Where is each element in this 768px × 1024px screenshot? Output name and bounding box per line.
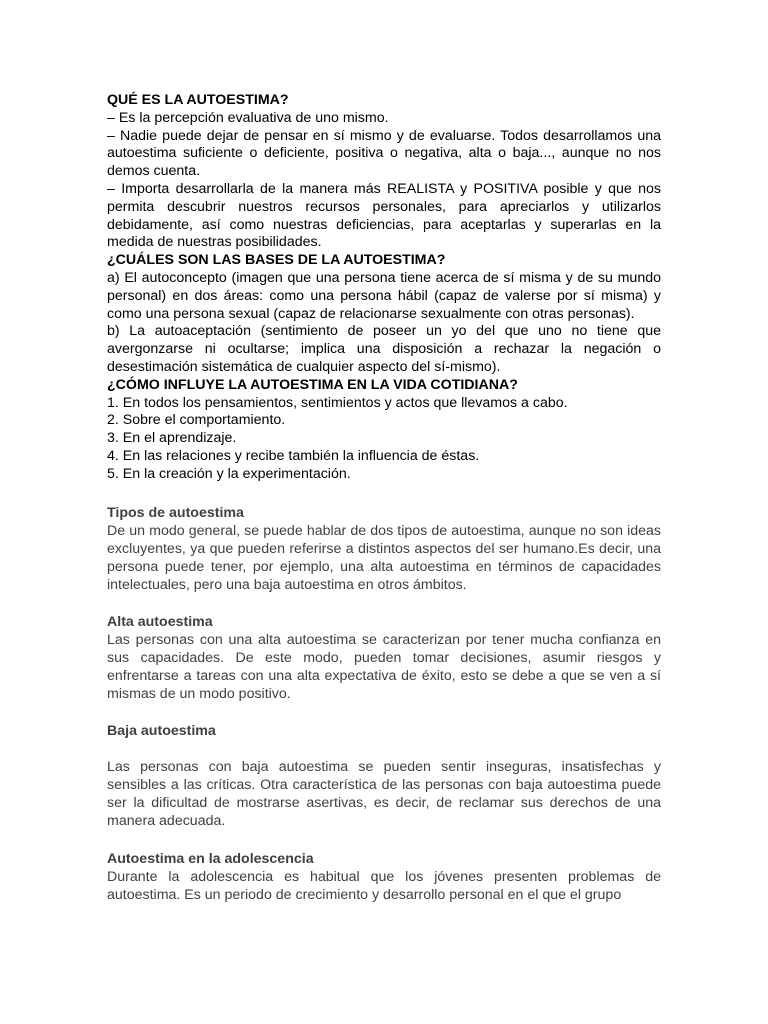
paragraph-adolescencia: Durante la adolescencia es habitual que los jóvenes presenten problemas de autoestima. Es un periodo de crecimiento y desarrollo personal en el que el grupo	[107, 868, 661, 903]
paragraph-autoconcepto: a) El autoconcepto (imagen que una persona tiene acerca de sí misma y de su mundo personal) en dos áreas: como una persona hábil (capaz de valerse por sí misma) y como una persona sexual (capaz de relacionarse sexualmente con otras personas).	[107, 269, 661, 322]
list-item: 5. En la creación y la experimentación.	[107, 465, 351, 482]
spacer	[107, 831, 661, 850]
section-heading-adolescencia: Autoestima en la adolescencia	[107, 850, 314, 867]
section-heading-que-es: QUÉ ES LA AUTOESTIMA?	[107, 92, 289, 108]
paragraph-realista: – Importa desarrollarla de la manera más REALISTA y POSITIVA posible y que nos permita descubrir nuestros recursos personales, para apreciarlos y utilizarlos debidamente, así como nuestras deficiencias, para aceptarlas y superarlas en la medida de nuestras posibilidades.	[107, 180, 661, 251]
list-item: 1. En todos los pensamientos, sentimientos y actos que llevamos a cabo.	[107, 394, 568, 411]
paragraph-tipos: De un modo general, se puede hablar de dos tipos de autoestima, aunque no son ideas excluyentes, ya que pueden referirse a distintos aspectos del ser humano.Es decir, una persona puede tener, por ejemplo, una alta autoestima en términos de capacidades intelectuales, pero una baja autoestima en otros ámbitos.	[107, 522, 661, 594]
paragraph-alta: Las personas con una alta autoestima se caracterizan por tener mucha confianza en sus capacidades. De este modo, pueden tomar decisiones, asumir riesgos y enfrentarse a tareas con una alta expectativa de éxito, esto se debe a que se ven a sí mismas de un modo positivo.	[107, 631, 661, 703]
section-heading-bases: ¿CUÁLES SON LAS BASES DE LA AUTOESTIMA?	[107, 252, 446, 269]
section-heading-alta: Alta autoestima	[107, 613, 213, 630]
section-heading-tipos: Tipos de autoestima	[107, 504, 244, 521]
list-item: 4. En las relaciones y recibe también la influencia de éstas.	[107, 447, 480, 464]
section-heading-baja: Baja autoestima	[107, 722, 216, 739]
section-heading-influye: ¿CÓMO INFLUYE LA AUTOESTIMA EN LA VIDA COTIDIANA?	[107, 376, 518, 393]
paragraph-autoaceptacion: b) La autoaceptación (sentimiento de poseer un yo del que uno no tiene que avergonzarse ni ocultarse; implica una disposición a rechazar la negación o desestimación sistemática de cualquier aspecto del sí-mismo).	[107, 323, 661, 375]
paragraph-percepcion: – Es la percepción evaluativa de uno mismo.	[107, 109, 389, 126]
paragraph-evaluarse: – Nadie puede dejar de pensar en sí mismo y de evaluarse. Todos desarrollamos una autoestima suficiente o deficiente, positiva o negativa, alta o baja..., aunque no nos demos cuenta.	[107, 127, 661, 180]
numbered-list	[107, 395, 661, 484]
document-page	[107, 92, 661, 904]
spacer	[107, 595, 661, 613]
spacer	[107, 484, 661, 504]
spacer	[107, 704, 661, 722]
paragraph-baja: Las personas con baja autoestima se pueden sentir inseguras, insatisfechas y sensibles a las críticas. Otra característica de las personas con baja autoestima puede ser la dificultad de mostrarse asertivas, es decir, de reclamar sus derechos de una manera adecuada.	[107, 758, 661, 830]
list-item: 2. Sobre el comportamiento.	[107, 412, 286, 429]
list-item: 3. En el aprendizaje.	[107, 430, 237, 447]
spacer	[107, 740, 661, 758]
